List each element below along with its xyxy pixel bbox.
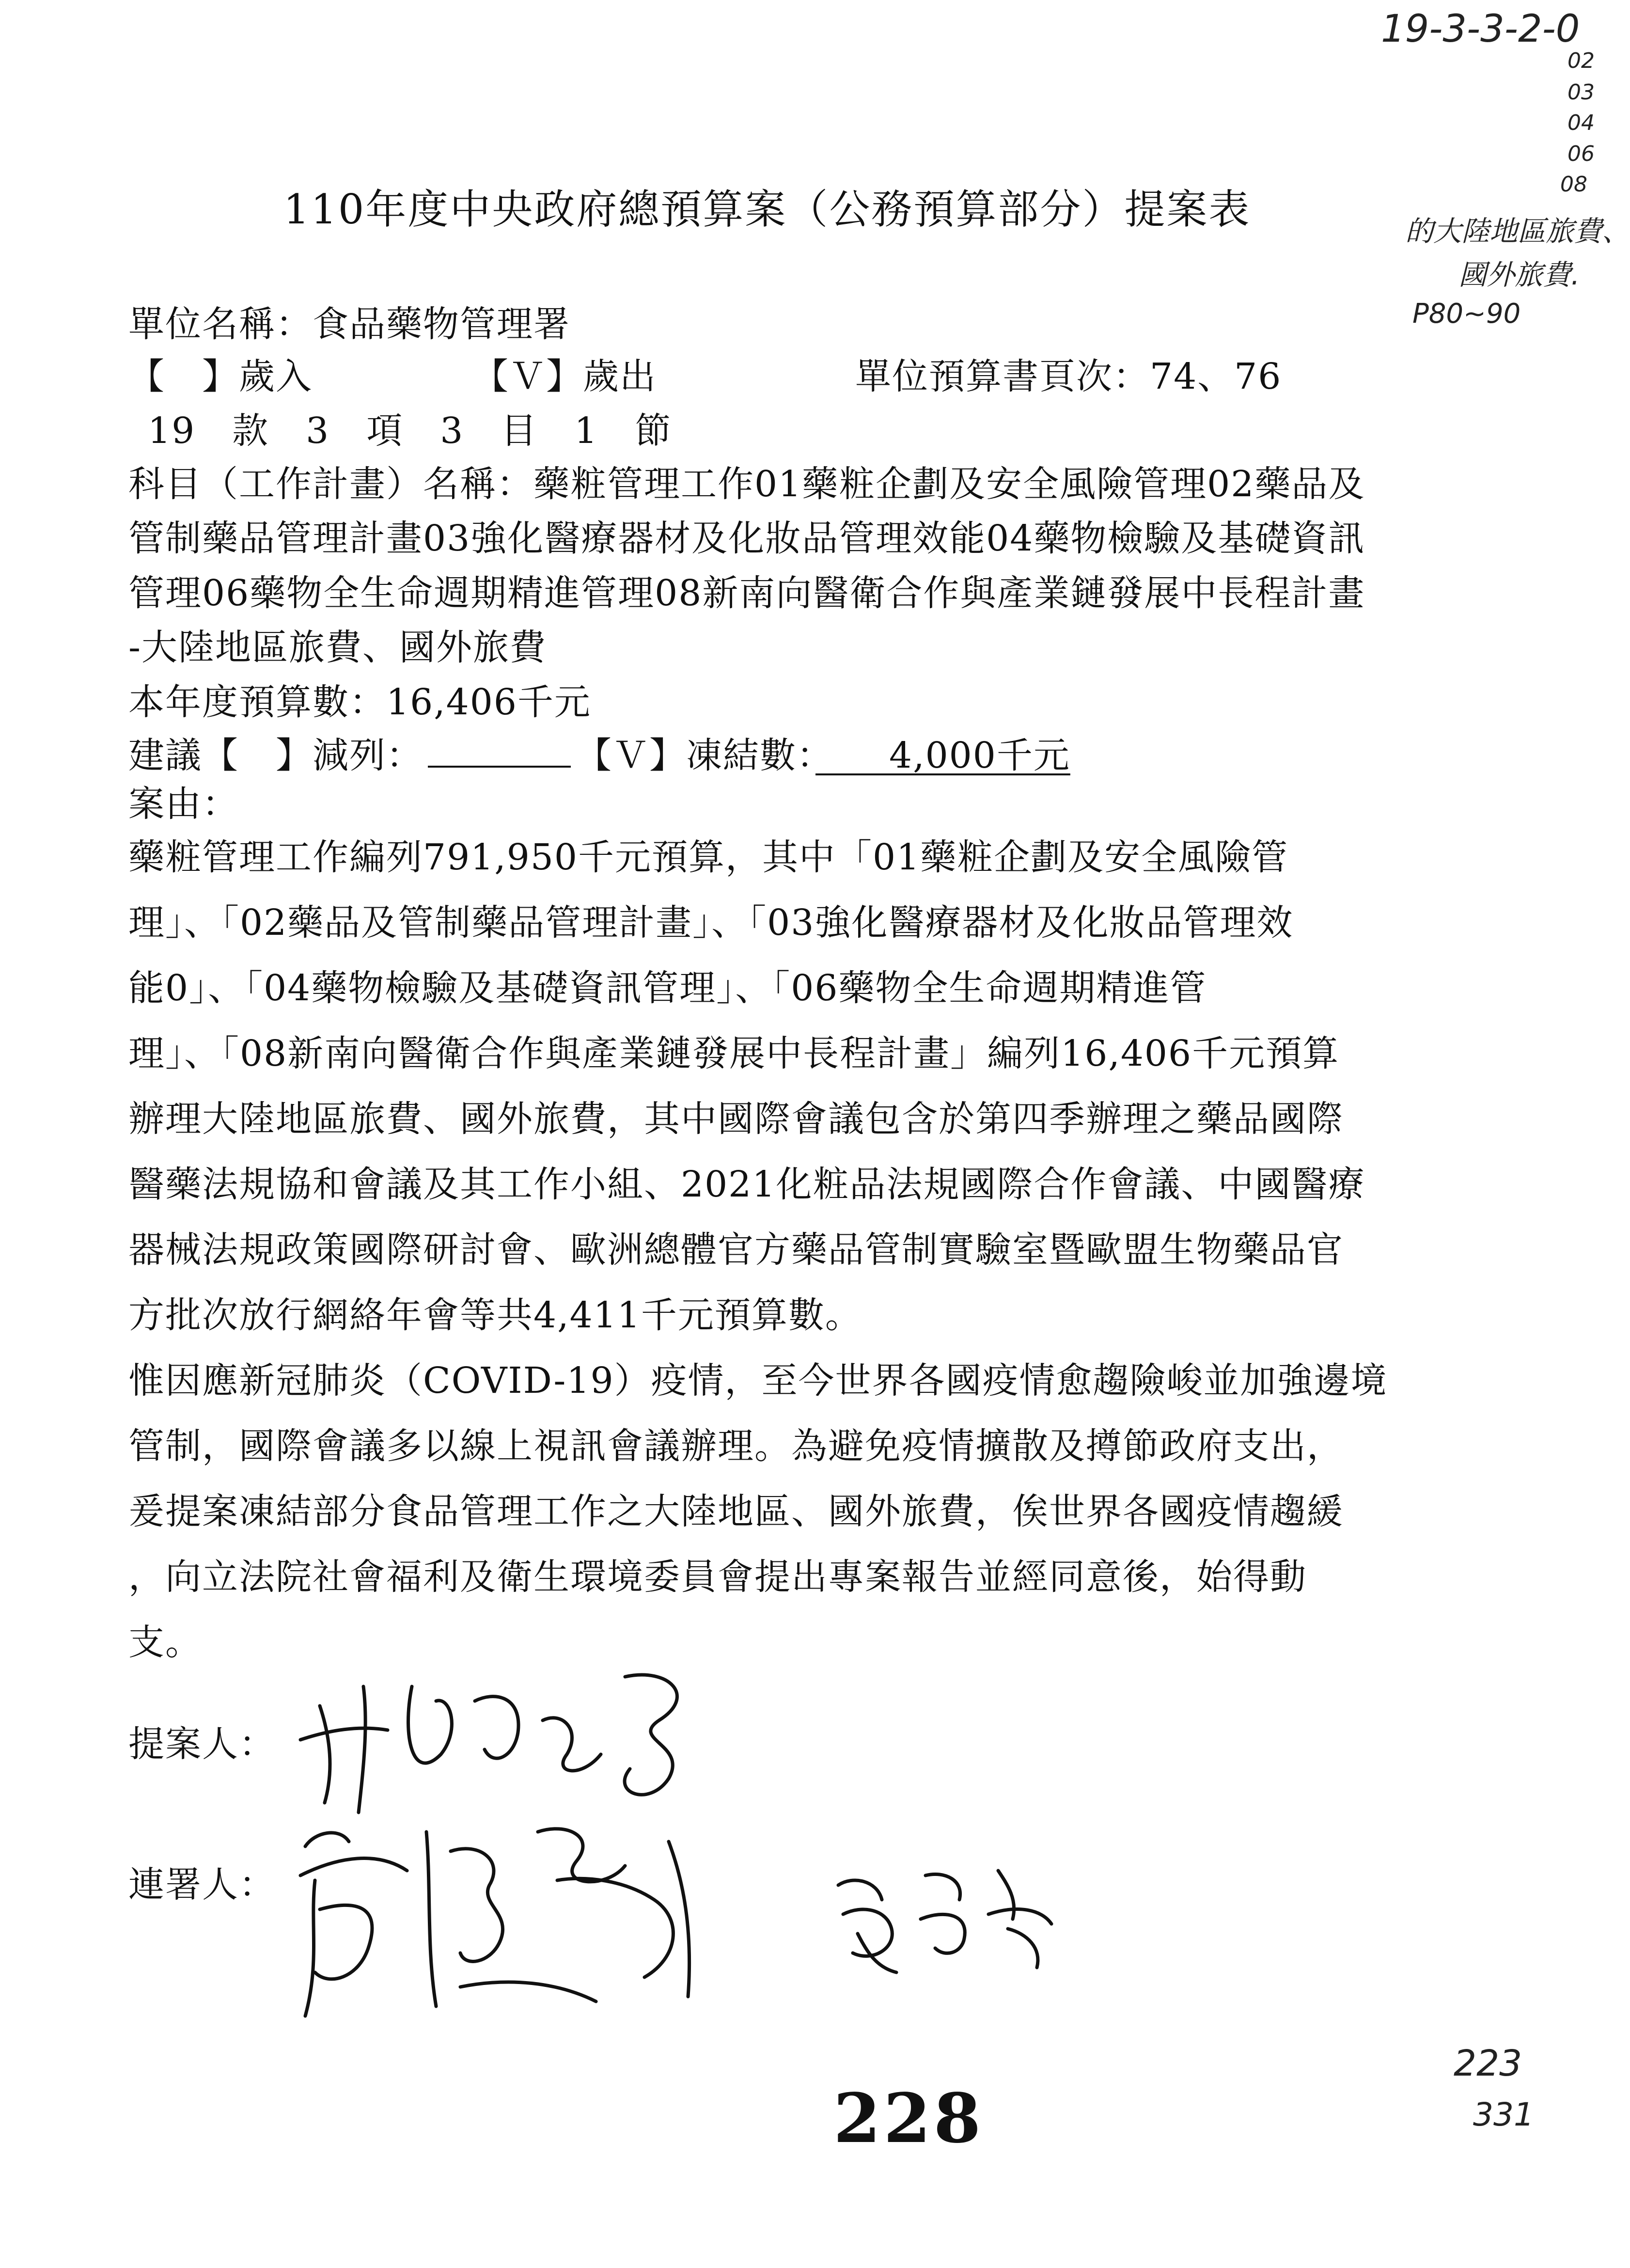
reason-line: 能0」、「04藥物檢驗及基礎資訊管理」、「06藥物全生命週期精進管 <box>128 967 1207 1009</box>
reason-line: ，向立法院社會福利及衛生環境委員會提出專案報告並經同意後，始得動 <box>128 1556 1307 1598</box>
margin-code: 19-3-3-2-0 <box>1381 7 1580 51</box>
bottom-note: 331 <box>1473 2096 1534 2133</box>
cosigner-signature <box>286 1803 712 2035</box>
bottom-note: 223 <box>1454 2043 1522 2084</box>
reduction-label: 建議【 】減列： <box>128 735 423 776</box>
reason-line: 方批次放行網絡年會等共4,411千元預算數。 <box>128 1294 862 1336</box>
cosigner-label: 連署人： <box>128 1864 276 1906</box>
subject-line: 科目（工作計畫）名稱：藥粧管理工作01藥粧企劃及安全風險管理02藥品及 <box>128 463 1365 505</box>
budget-pages: 單位預算書頁次：74、76 <box>855 356 1282 397</box>
margin-code-item: 02 <box>1567 48 1595 73</box>
reason-line: 管制，國際會議多以線上視訊會議辦理。為避免疫情擴散及撙節政府支出， <box>128 1425 1344 1467</box>
proposer-label: 提案人： <box>128 1723 276 1765</box>
document-title: 110年度中央政府總預算案（公務預算部分）提案表 <box>283 186 1251 233</box>
margin-note: 國外旅費. <box>1458 258 1580 291</box>
reason-line: 醫藥法規協和會議及其工作小組、2021化粧品法規國際合作會議、中國醫療 <box>128 1164 1365 1205</box>
subject-line: 管理06藥物全生命週期精進管理08新南向醫衛合作與產業鏈發展中長程計畫 <box>128 572 1365 614</box>
reason-line: 惟因應新冠肺炎（COVID-19）疫情，至今世界各國疫情愈趨險峻並加強邊境 <box>128 1360 1388 1402</box>
page-number: 228 <box>833 2079 984 2158</box>
reduction-blank <box>428 737 571 768</box>
reason-line: 支。 <box>128 1622 202 1663</box>
reason-line: 器械法規政策國際研討會、歐洲總體官方藥品管制實驗室暨歐盟生物藥品官 <box>128 1229 1344 1271</box>
subject-line: 管制藥品管理計畫03強化醫療器材及化妝品管理效能04藥物檢驗及基礎資訊 <box>128 518 1365 559</box>
classification: 19 款 3 項 3 目 1 節 <box>148 410 672 452</box>
margin-code-item: 03 <box>1567 80 1595 105</box>
freeze-amount: 4,000千元 <box>889 735 1070 776</box>
subject-line: -大陸地區旅費、國外旅費 <box>128 627 547 668</box>
margin-note: 的大陸地區旅費、 <box>1405 215 1630 248</box>
reason-line: 辦理大陸地區旅費、國外旅費，其中國際會議包含於第四季辦理之藥品國際 <box>128 1098 1344 1140</box>
reason-line: 理」、「08新南向醫衛合作與產業鏈發展中長程計畫」編列16,406千元預算 <box>128 1033 1340 1074</box>
reason-line: 理」、「02藥品及管制藥品管理計畫」、「03強化醫療器材及化妝品管理效 <box>128 902 1294 944</box>
budget-amount: 本年度預算數：16,406千元 <box>128 681 591 723</box>
margin-code-item: 06 <box>1567 142 1595 166</box>
reason-label: 案由： <box>128 783 239 825</box>
expense-mark: 【Ｖ】歲出 <box>472 356 657 397</box>
margin-code-item: 08 <box>1560 172 1587 197</box>
cosigner-signature-2 <box>824 1856 1066 1982</box>
proposal-line <box>128 727 1070 778</box>
revenue-mark: 【 】歲入 <box>128 356 313 397</box>
reason-line: 爰提案凍結部分食品管理工作之大陸地區、國外旅費，俟世界各國疫情趨緩 <box>128 1491 1344 1532</box>
margin-page-range: P80~90 <box>1412 298 1521 330</box>
unit-name: 單位名稱：食品藥物管理署 <box>128 303 570 345</box>
margin-code-item: 04 <box>1567 110 1595 135</box>
reason-line: 藥粧管理工作編列791,950千元預算，其中「01藥粧企劃及安全風險管 <box>128 836 1289 878</box>
freeze-label: 【Ｖ】凍結數： <box>576 735 815 776</box>
